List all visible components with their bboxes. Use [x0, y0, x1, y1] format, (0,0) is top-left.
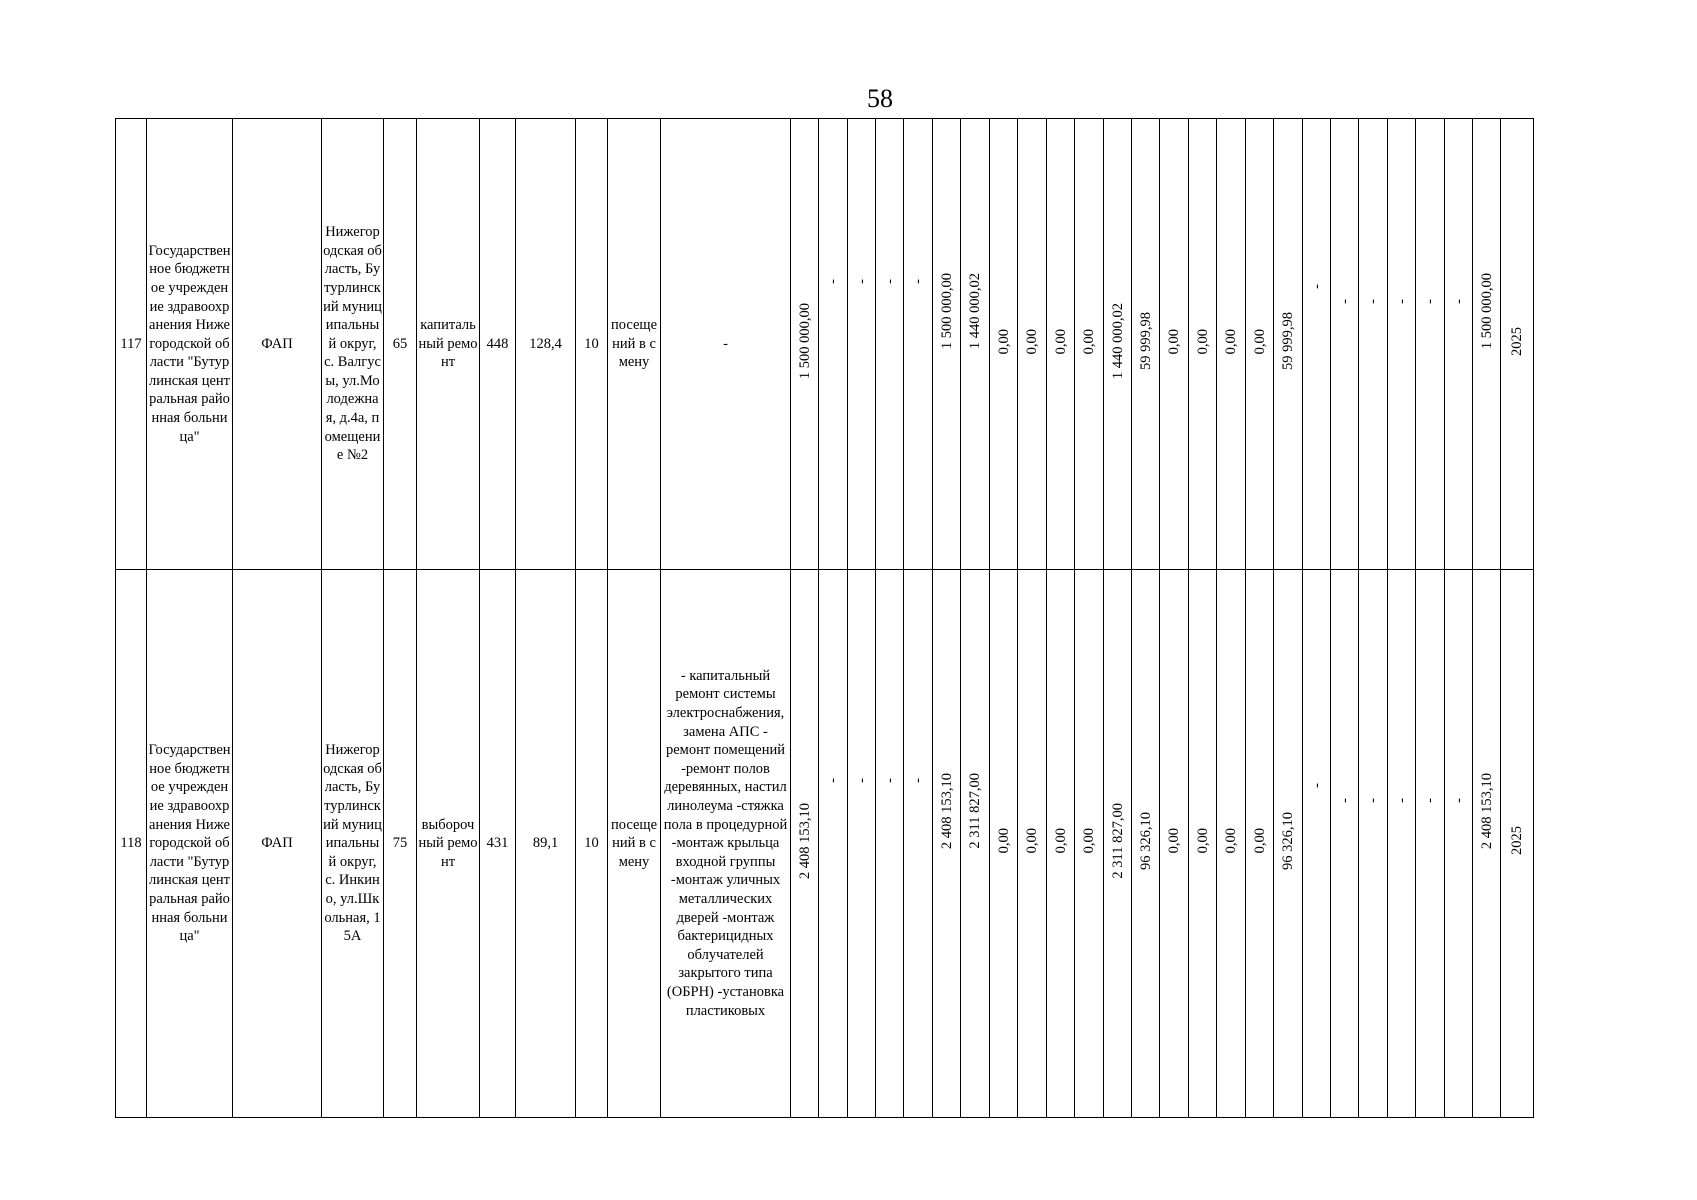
- amount-cell: -: [1303, 119, 1331, 570]
- capital-repair-table: [115, 118, 1534, 1118]
- year-cell: 2025: [1501, 119, 1534, 570]
- year-cell: 2025: [1501, 570, 1534, 1118]
- amount-cell: 1 440 000,02: [961, 119, 990, 570]
- amount-cell: 0,00: [1217, 570, 1246, 1118]
- amount-cell: 0,00: [1075, 119, 1104, 570]
- amount-cell: -: [1388, 570, 1416, 1118]
- amount-cell: 0,00: [1160, 119, 1189, 570]
- amount-cell: 1 500 000,00: [1473, 119, 1501, 570]
- row-number: 118: [116, 570, 147, 1118]
- facility-address: Нижегородская область, Бутурлинский муниципальный округ, с. Валгусы, ул.Молодежная, д.4а, помещение №2: [322, 119, 384, 570]
- page-number: 58: [867, 84, 893, 113]
- amount-cell: 59 999,98: [1132, 119, 1160, 570]
- amount-cell: -: [819, 570, 848, 1118]
- amount-cell: 2 311 827,00: [961, 570, 990, 1118]
- column-c-value: 10: [576, 570, 608, 1118]
- works-list: -: [661, 119, 791, 570]
- amount-cell: -: [1445, 119, 1473, 570]
- amount-cell: 0,00: [990, 119, 1018, 570]
- work-type: капитальный ремонт: [417, 119, 480, 570]
- work-type: выборочный ремонт: [417, 570, 480, 1118]
- amount-cell: -: [848, 119, 876, 570]
- amount-cell: -: [876, 570, 904, 1118]
- facility-address: Нижегородская область, Бутурлинский муниципальный округ, с. Инкино, ул.Школьная, 15А: [322, 570, 384, 1118]
- amount-cell: 0,00: [1075, 570, 1104, 1118]
- row-number: 117: [116, 119, 147, 570]
- column-a-value: 75: [384, 570, 417, 1118]
- table-row: [116, 570, 1534, 1118]
- amount-cell: -: [1331, 119, 1359, 570]
- institution-name: Государственное бюджетное учреждение здравоохранения Нижегородской области "Бутурлинская центральная районная больница": [147, 119, 233, 570]
- amount-cell: 0,00: [1018, 570, 1047, 1118]
- amount-cell: -: [1303, 570, 1331, 1118]
- amount-cell: -: [848, 570, 876, 1118]
- amount-cell: 0,00: [1189, 570, 1217, 1118]
- amount-cell: 0,00: [1217, 119, 1246, 570]
- capacity-unit: посещений в смену: [608, 119, 661, 570]
- amount-cell: -: [819, 119, 848, 570]
- amount-cell: 2 408 153,10: [791, 570, 819, 1118]
- area-value: 89,1: [516, 570, 576, 1118]
- institution-name: Государственное бюджетное учреждение здравоохранения Нижегородской области "Бутурлинская центральная районная больница": [147, 570, 233, 1118]
- amount-cell: 2 311 827,00: [1104, 570, 1132, 1118]
- amount-cell: 0,00: [1047, 119, 1075, 570]
- amount-cell: 96 326,10: [1132, 570, 1160, 1118]
- amount-cell: -: [1416, 119, 1445, 570]
- amount-cell: -: [1416, 570, 1445, 1118]
- amount-cell: 0,00: [1160, 570, 1189, 1118]
- amount-cell: 0,00: [1047, 570, 1075, 1118]
- amount-cell: 2 408 153,10: [933, 570, 961, 1118]
- amount-cell: -: [876, 119, 904, 570]
- amount-cell: 1 500 000,00: [933, 119, 961, 570]
- table-row: [116, 119, 1534, 570]
- amount-cell: 1 500 000,00: [791, 119, 819, 570]
- capacity-unit: посещений в смену: [608, 570, 661, 1118]
- amount-cell: -: [1359, 119, 1388, 570]
- column-a-value: 65: [384, 119, 417, 570]
- amount-cell: -: [1388, 119, 1416, 570]
- works-list: - капитальный ремонт системы электроснабжения, замена АПС - ремонт помещений -ремонт полов деревянных, настил линолеума -стяжка пола в процедурной -монтаж крыльца входной группы -монтаж уличных металлических дверей -монтаж бактерицидных облучателей закрытого типа (ОБРН) -установка пластиковых: [661, 570, 791, 1118]
- amount-cell: -: [1359, 570, 1388, 1118]
- amount-cell: 2 408 153,10: [1473, 570, 1501, 1118]
- amount-cell: -: [904, 119, 933, 570]
- amount-cell: 0,00: [1246, 119, 1274, 570]
- amount-cell: 96 326,10: [1274, 570, 1303, 1118]
- facility-type: ФАП: [233, 119, 322, 570]
- amount-cell: -: [1445, 570, 1473, 1118]
- column-b-value: 448: [480, 119, 516, 570]
- area-value: 128,4: [516, 119, 576, 570]
- facility-type: ФАП: [233, 570, 322, 1118]
- column-b-value: 431: [480, 570, 516, 1118]
- amount-cell: 1 440 000,02: [1104, 119, 1132, 570]
- amount-cell: -: [1331, 570, 1359, 1118]
- column-c-value: 10: [576, 119, 608, 570]
- amount-cell: -: [904, 570, 933, 1118]
- amount-cell: 0,00: [990, 570, 1018, 1118]
- amount-cell: 0,00: [1018, 119, 1047, 570]
- amount-cell: 0,00: [1246, 570, 1274, 1118]
- amount-cell: 59 999,98: [1274, 119, 1303, 570]
- amount-cell: 0,00: [1189, 119, 1217, 570]
